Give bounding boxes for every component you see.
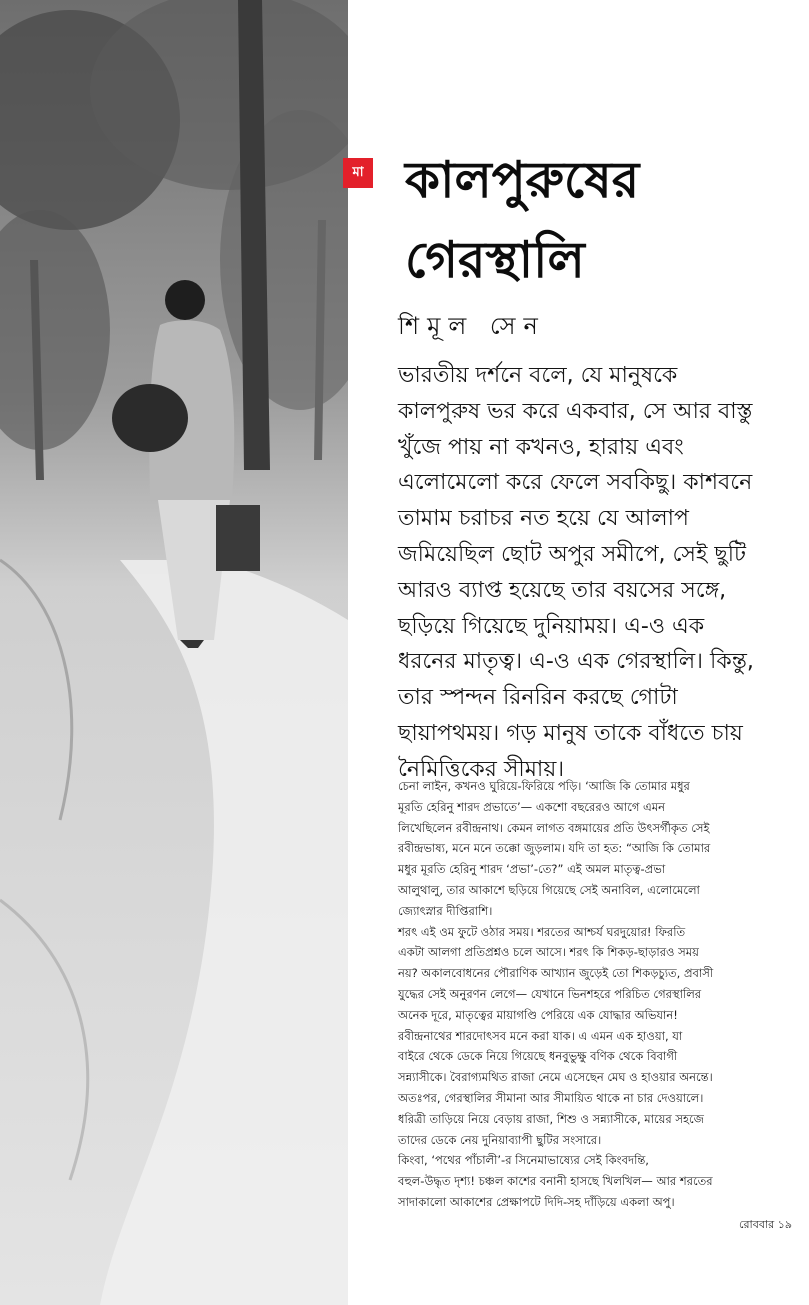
body-line: নয়? অকালবোধনের পৌরাণিক আখ্যান জুড়েই তো শিকড়চ্যুত, প্রবাসী <box>398 966 714 981</box>
body-line: আলুথালু, তার আকাশে ছড়িয়ে গিয়েছে সেই অনাবিল, এলোমেলো <box>398 882 700 897</box>
article-body <box>398 776 794 1213</box>
lead-line: কালপুরুষ ভর করে একবার, সে আর বাস্তু <box>398 398 753 424</box>
title-line: গেরস্থালি <box>405 230 585 289</box>
body-line: কিংবা, ‘পথের পাঁচালী’-র সিনেমাভাষ্যের সেই কিংবদন্তি, <box>398 1153 649 1168</box>
body-line: যুদ্ধের সেই অনুরণন লেগে— যেখানে ভিনশহরে পরিচিত গেরস্থালির <box>398 986 702 1001</box>
body-line: তাদের ডেকে নেয় দুনিয়াব্যাপী ছুটির সংসারে। <box>398 1132 602 1147</box>
lead-line: আরও ব্যাপ্ত হয়েছে তার বয়সের সঙ্গে, <box>398 577 727 603</box>
lead-paragraph <box>398 358 798 788</box>
lead-line: নৈমিত্তিকের সীমায়। <box>398 756 565 782</box>
lead-line: ধরনের মাতৃত্ব। এ-ও এক গেরস্থালি। কিন্তু, <box>398 649 754 675</box>
lead-line: জমিয়েছিল ছোট অপুর সমীপে, সেই ছুটি <box>398 541 747 567</box>
article-photo <box>0 0 348 1305</box>
body-line: সাদাকালো আকাশের প্রেক্ষাপটে দিদি-সহ দাঁড়িয়ে একলা অপু। <box>398 1194 675 1209</box>
lead-line: এলোমেলো করে ফেলে সবকিছু। কাশবনে <box>398 470 753 496</box>
section-badge: মা <box>343 158 373 188</box>
body-line: মূরতি হেরিনু শারদ প্রভাতে’— একশো বছরেরও আগে এমন <box>398 799 666 814</box>
body-line: বহুল-উদ্ধৃত দৃশ্য! চঞ্চল কাশের বনানী হাসছে খিলখিল— আর শরতের <box>398 1174 713 1189</box>
body-line: জ্যোৎস্নার দীপ্তিরাশি। <box>398 903 493 918</box>
lead-line: ছায়াপথময়। গড় মানুষ তাকে বাঁধতে চায় <box>398 720 743 746</box>
body-line: রবীন্দ্রনাথের শারদোৎসব মনে করা যাক। এ এমন এক হাওয়া, যা <box>398 1028 683 1043</box>
body-line: বাইরে থেকে ডেকে নিয়ে গিয়েছে ধনবুভুক্ষু বণিক থেকে বিবাগী <box>398 1049 678 1064</box>
body-line: লিখেছিলেন রবীন্দ্রনাথ। কেমন লাগত বঙ্গমায়ের প্রতি উৎসর্গীকৃত সেই <box>398 820 710 835</box>
body-line: শরৎ এই ওম ফুটে ওঠার সময়। শরতের আশ্চর্য ঘরদুয়োর! ফিরতি <box>398 924 686 939</box>
lead-line: খুঁজে পায় না কখনও, হারায় এবং <box>398 434 684 460</box>
lead-line: ছড়িয়ে গিয়েছে দুনিয়াময়। এ-ও এক <box>398 613 705 639</box>
lead-line: তামাম চরাচর নত হয়ে যে আলাপ <box>398 506 689 532</box>
body-line: রবীন্দ্রভাষ্য, মনে মনে তক্কো জুড়লাম। যদি তা হত: “আজি কি তোমার <box>398 841 711 856</box>
author-byline: শিমূল সেন <box>398 312 546 340</box>
body-line: মধুর মূরতি হেরিনু শারদ ‘প্রভা’-তে?” এই অমল মাতৃত্ব-প্রভা <box>398 862 666 877</box>
lead-line: ভারতীয় দর্শনে বলে, যে মানুষকে <box>398 363 678 388</box>
body-line: একটা আলগা প্রতিপ্রশ্নও চলে আসে। শরৎ কি শিকড়-ছাড়ারও সময় <box>398 945 699 960</box>
page-folio: রোববার ১৯ <box>739 1218 792 1231</box>
body-line: ধরিত্রী তাড়িয়ে নিয়ে বেড়ায় রাজা, শিশু ও সন্ন্যাসীকে, মায়ের সহজে <box>398 1111 704 1126</box>
body-line: চেনা লাইন, কখনও ঘুরিয়ে-ফিরিয়ে পড়ি। ‘আজি কি তোমার মধুর <box>398 779 690 793</box>
body-line: সন্ন্যাসীকে। বৈরাগ্যমথিত রাজা নেমে এসেছেন মেঘ ও হাওয়ার অনন্তে। <box>398 1070 713 1085</box>
title-line: কালপুরুষের <box>405 150 640 209</box>
article-title <box>405 140 800 300</box>
photo-man-walking-village-path <box>0 0 348 1305</box>
body-line: অনেক দূরে, মাতৃত্বের মায়াগণ্ডি পেরিয়ে এক যোদ্ধার অভিযান! <box>398 1007 678 1022</box>
lead-line: তার স্পন্দন রিনরিন করছে গোটা <box>398 685 678 711</box>
body-line: অতঃপর, গেরস্থালির সীমানা আর সীমায়িত থাকে না চার দেওয়ালে। <box>398 1090 704 1105</box>
